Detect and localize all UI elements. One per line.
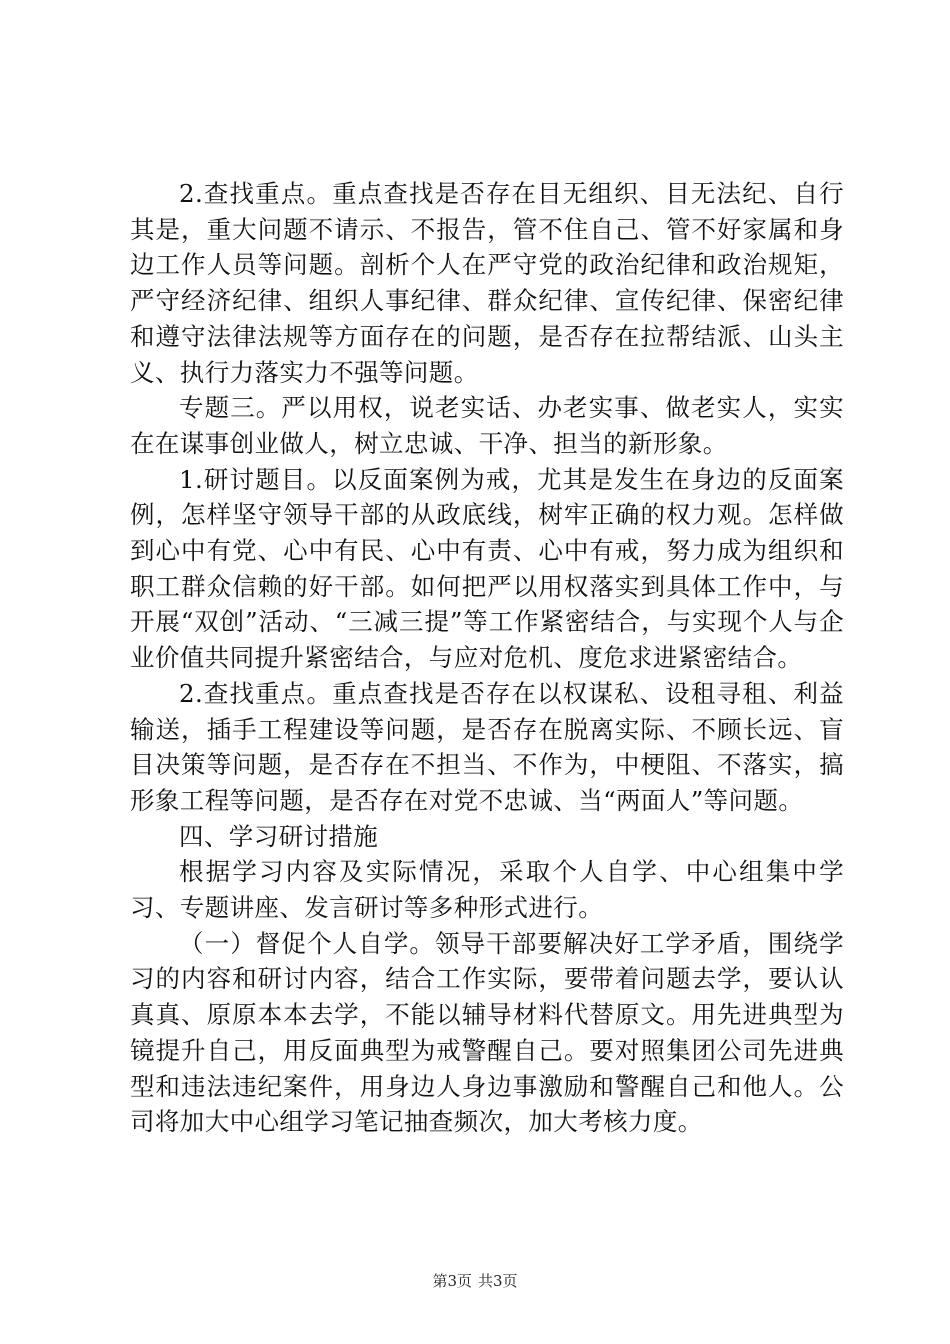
paragraph-check-focus-2: 2.查找重点。重点查找是否存在以权谋私、设租寻租、利益输送，插手工程建设等问题，是否存在脱离实际、不顾长远、盲目决策等问题，是否存在不担当、不作为，中梗阻、不落实，搞形象工程等问题，是否存在对党不忠诚、当“两面人”等问题。 xyxy=(130,678,844,815)
paragraph-topic-three: 专题三。严以用权，说老实话、办老实事、做老实人，实实在在谋事创业做人，树立忠诚、干净、担当的新形象。 xyxy=(130,393,844,458)
paragraph-study-forms: 根据学习内容及实际情况，采取个人自学、中心组集中学习、专题讲座、发言研讨等多种形式进行。 xyxy=(130,857,844,923)
page-total: 共3页 xyxy=(478,1272,518,1290)
paragraph-check-focus-1: 2.查找重点。重点查找是否存在目无组织、目无法纪、自行其是，重大问题不请示、不报告，管不住自己、管不好家属和身边工作人员等问题。剖析个人在严守党的政治纪律和政治规矩，严守经济纪律、组织人事纪律、群众纪律、宣传纪律、保密纪律和遵守法律法规等方面存在的问题，是否存在拉帮结派、山头主义、执行力落实力不强等问题。 xyxy=(130,179,844,387)
paragraph-self-study: （一）督促个人自学。领导干部要解决好工学矛盾，围绕学习的内容和研讨内容，结合工作实际，要带着问题去学，要认认真真、原原本本去学，不能以辅导材料代替原文。用先进典型为镜提升自己，用反面典型为戒警醒自己。要对照集团公司先进典型和违法违纪案件，用身边人身边事激励和警醒自己和他人。公司将加大中心组学习笔记抽查频次，加大考核力度。 xyxy=(130,928,844,1137)
page-number: 第3页 xyxy=(432,1272,472,1290)
document-body xyxy=(130,176,844,1140)
section-heading-measures: 四、学习研讨措施 xyxy=(179,821,379,851)
page-footer xyxy=(0,1270,950,1291)
paragraph-discussion-topic: 1.研讨题目。以反面案例为戒，尤其是发生在身边的反面案例，怎样坚守领导干部的从政底线，树牢正确的权力观。怎样做到心中有党、心中有民、心中有责、心中有戒，努力成为组织和职工群众信赖的好干部。如何把严以用权落实到具体工作中，与开展“双创”活动、“三减三提”等工作紧密结合，与实现个人与企业价值共同提升紧密结合，与应对危机、度危求进紧密结合。 xyxy=(130,464,844,673)
